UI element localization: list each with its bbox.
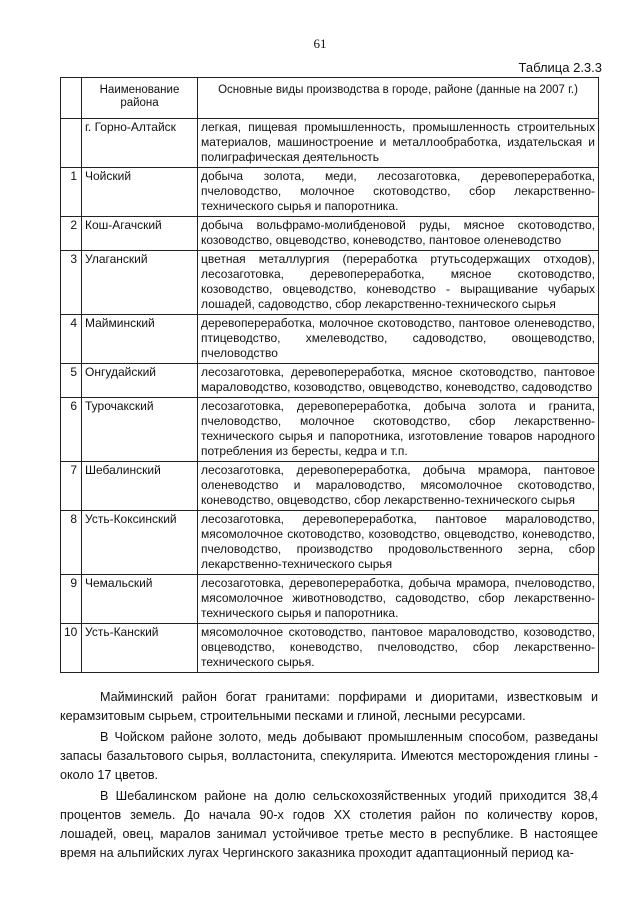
row-district-name: Чемальский [82,575,198,624]
row-district-name: Онгудайский [82,364,198,398]
row-production-types: лесозаготовка, деревопереработка, мясное скотоводство, пантовое мараловодство, козоводство, овцеводство, коневодство, садоводство [198,364,599,398]
row-num: 1 [61,168,82,217]
production-table [60,77,599,673]
row-production-types: мясомолочное скотоводство, пантовое мараловодство, козоводство, овцеводство, коневодство, пчеловодство, сбор лекарственно-технического сырья. [198,624,599,673]
row-num: 9 [61,575,82,624]
row-production-types: цветная металлургия (переработка ртутьсодержащих отходов), лесозаготовка, деревопереработка, мясное скотоводство, козоводство, овцеводство, коневодство - выращивание чубарых лошадей, садоводство, сбор лекарственно-технического сырья [198,251,599,315]
row-district-name: Усть-Коксинский [82,511,198,575]
row-num: 7 [61,462,82,511]
row-district-name: Усть-Канский [82,624,198,673]
row-num: 10 [61,624,82,673]
table-row [61,511,599,575]
table-row [61,624,599,673]
table-row [61,217,599,251]
table-row [61,315,599,364]
row-production-types: лесозаготовка, деревопереработка, добыча мрамора, пантовое оленеводство и мараловодство, мясомолочное скотоводство, коневодство, овцеводство, сбор лекарственно-технического сырья [198,462,599,511]
table-row [61,462,599,511]
header-district-name: Наименование района [82,78,198,119]
paragraph-maima: Майминский район богат гранитами: порфирами и диоритами, известковым и керамзитовым сырьем, строительными песками и глиной, лесными ресурсами. [60,690,598,723]
table-row [61,119,599,168]
row-production-types: лесозаготовка, деревопереработка, добыча золота и гранита, пчеловодство, молочное скотоводство, сбор лекарственно-технического сырья и папоротника, изготовление товаров народного потребления из бересты, кедра и т.п. [198,398,599,462]
row-num: 8 [61,511,82,575]
row-production-types: легкая, пищевая промышленность, промышленность строительных материалов, машиностроение и металлообработка, издательская и полиграфическая деятельность [198,119,599,168]
row-num [61,119,82,168]
row-production-types: деревопереработка, молочное скотоводство, пантовое оленеводство, птицеводство, хмелеводство, садоводство, овощеводство, пчеловодство [198,315,599,364]
table-row [61,251,599,315]
row-district-name: Кош-Агачский [82,217,198,251]
row-district-name: Турочакский [82,398,198,462]
paragraph-choya: В Чойском районе золото, медь добывают промышленным способом, разведаны запасы базальтового сырья, волластонита, спекулярита. Имеются месторождения глины - около 17 цветов. [60,730,598,782]
row-production-types: добыча вольфрамо-молибденовой руды, мясное скотоводство, козоводство, овцеводство, коневодство, пантовое оленеводство [198,217,599,251]
row-num: 6 [61,398,82,462]
row-district-name: Чойский [82,168,198,217]
row-num: 4 [61,315,82,364]
table-header-row [61,78,599,119]
row-production-types: лесозаготовка, деревопереработка, добыча мрамора, пчеловодство, мясомолочное животноводство, садоводство, сбор лекарственно-технического сырья и папоротника. [198,575,599,624]
row-num: 3 [61,251,82,315]
table-row [61,168,599,217]
table-row [61,398,599,462]
row-production-types: лесозаготовка, деревопереработка, пантовое мараловодство, мясомолочное скотоводство, козоводство, овцеводство, коневодство, пчеловодство, производство продовольственного зерна, сбор лекарственно-технического сырья [198,511,599,575]
paragraph-shebalino: В Шебалинском районе на долю сельскохозяйственных угодий приходится 38,4 процентов земель. До начала 90-х годов XX столетия район по количеству коров, лошадей, овец, маралов занимал устойчивое третье место в республике. В настоящее время на альпийских лугах Чергинского заказника проходит адаптационный период ка- [60,789,598,860]
row-num: 5 [61,364,82,398]
header-production-types: Основные виды производства в городе, районе (данные на 2007 г.) [198,78,599,119]
table-caption: Таблица 2.3.3 [518,60,602,75]
row-district-name: Майминский [82,315,198,364]
row-district-name: Улаганский [82,251,198,315]
row-num: 2 [61,217,82,251]
table-row [61,364,599,398]
row-production-types: добыча золота, меди, лесозаготовка, деревопереработка, пчеловодство, молочное скотоводство, сбор лекарственно-технического сырья и папоротника. [198,168,599,217]
body-text [60,688,598,865]
row-district-name: Шебалинский [82,462,198,511]
page-number: 61 [313,36,327,51]
table-row [61,575,599,624]
row-district-name: г. Горно-Алтайск [82,119,198,168]
header-num [61,78,82,119]
